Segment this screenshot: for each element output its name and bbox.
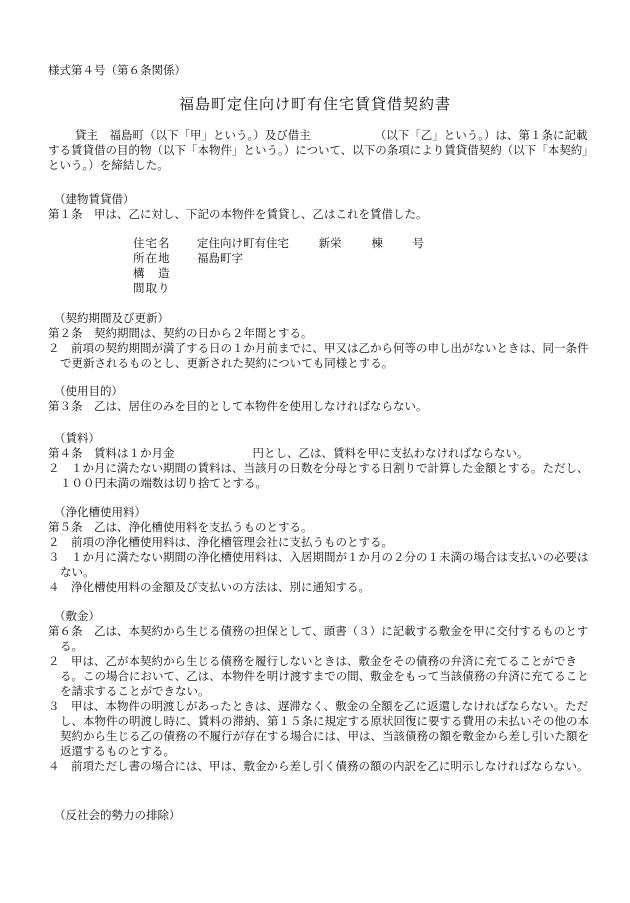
article-6-p3: ３ 甲は、本物件の明渡しがあったときは、遅滞なく、敷金の全額を乙に返還しなければならない。ただし、本物件の明渡し時に、賃料の滞納、第１５条に規定する原状回復に要する費用の未払いその他の本契約から生じる乙の債務の不履行が存在する場合には、甲は、当該債務の額を敷金から差し引いた額を返還するものとする。	[48, 699, 589, 758]
article-1	[48, 192, 596, 222]
intro-part1: 貸主 福島町（以下「甲」という。）及び借主	[75, 128, 311, 142]
article-2	[48, 311, 596, 371]
article-4	[48, 431, 596, 491]
property-location-row	[133, 251, 450, 266]
property-layout-label: 間取り	[133, 281, 171, 295]
property-area: 新栄	[318, 236, 342, 250]
article-6-heading: （敷金）	[54, 609, 100, 623]
property-location-value: 福島町字	[197, 251, 243, 265]
article-5-p1: 第５条 乙は、浄化槽使用料を支払うものとする。	[48, 520, 313, 534]
article-2-p2: ２ 前項の契約期間が満了する日の１か月前までに、甲又は乙から何等の申し出がないときは、同一条件で更新されるものとし、更新された契約についても同様とする。	[48, 341, 589, 370]
intro-paragraph	[48, 128, 596, 173]
article-6	[48, 609, 596, 774]
form-number: 様式第４号（第６条関係）	[48, 63, 186, 77]
article-2-heading: （契約期間及び更新）	[54, 311, 169, 325]
property-details	[133, 236, 450, 296]
article-5-p3: ３ １か月に満たない期間の浄化槽使用料は、入居期間が１か月の２分の１未満の場合は支払いの必要はない。	[48, 550, 589, 579]
property-structure-label: 構 造	[133, 266, 171, 280]
article-4-p1a: 第４条 賃料は１か月金	[48, 446, 175, 460]
article-5-heading: （浄化槽使用料）	[54, 505, 146, 519]
article-6-p2: ２ 甲は、乙が本契約から生じる債務を履行しないときは、敷金をその債務の弁済に充てることができる。この場合において、乙は、本物件を明け渡すまでの間、敷金をもって当該債務の弁済に充てることを請求することができない。	[48, 654, 589, 698]
article-2-p1: 第２条 契約期間は、契約の日から２年間とする。	[48, 326, 313, 340]
property-name-value: 定住向け町有住宅	[197, 236, 289, 250]
article-4-p1b: 円とし、乙は、賃料を甲に支払わなければならない。	[252, 446, 529, 460]
article-3-heading: （使用目的）	[54, 384, 123, 398]
property-name-row	[133, 236, 450, 251]
article-4-heading: （賃料）	[54, 431, 100, 445]
article-3	[48, 384, 596, 414]
article-3-text: 第３条 乙は、居住のみを目的として本物件を使用しなければならない。	[48, 399, 428, 413]
article-6-p4: ４ 前項ただし書の場合には、甲は、敷金から差し引く債務の額の内訳を乙に明示しなければならない。	[48, 759, 589, 773]
property-layout-row	[133, 281, 450, 296]
article-6-p1: 第６条 乙は、本契約から生じる債務の担保として、頭書（３）に記載する敷金を甲に交付するものとする。	[48, 624, 589, 653]
article-7	[48, 808, 596, 823]
article-5-p4: ４ 浄化槽使用料の金額及び支払いの方法は、別に通知する。	[48, 580, 370, 594]
article-7-heading: （反社会的勢力の排除）	[54, 808, 181, 822]
property-building: 棟	[371, 236, 383, 250]
property-location-label: 所在地	[133, 251, 171, 265]
article-5-p2: ２ 前項の浄化槽使用料は、浄化槽管理会社に支払うものとする。	[48, 535, 393, 549]
intro-part2: （以下「乙」という。）は、第１条に記載する賃貸借の目的物（以下「本物件」という。）について、以下の条項により賃貸借契約（以下「本契約」という。）を締結した。	[48, 128, 594, 172]
article-4-p1	[48, 446, 596, 461]
document-title: 福島町定住向け町有住宅賃貸借契約書	[178, 95, 451, 113]
property-number: 号	[412, 236, 424, 250]
article-5	[48, 505, 596, 595]
property-name-label: 住宅名	[133, 236, 171, 250]
article-1-heading: （建物賃貸借）	[54, 192, 135, 206]
article-4-p2: ２ １か月に満たない期間の賃料は、当該月の日数を分母とする日割りで計算した金額とする。ただし、１００円未満の端数は切り捨てとする。	[48, 461, 589, 490]
property-structure-row	[133, 266, 450, 281]
article-1-text: 第１条 甲は、乙に対し、下記の本物件を賃貸し、乙はこれを賃借した。	[48, 207, 428, 221]
